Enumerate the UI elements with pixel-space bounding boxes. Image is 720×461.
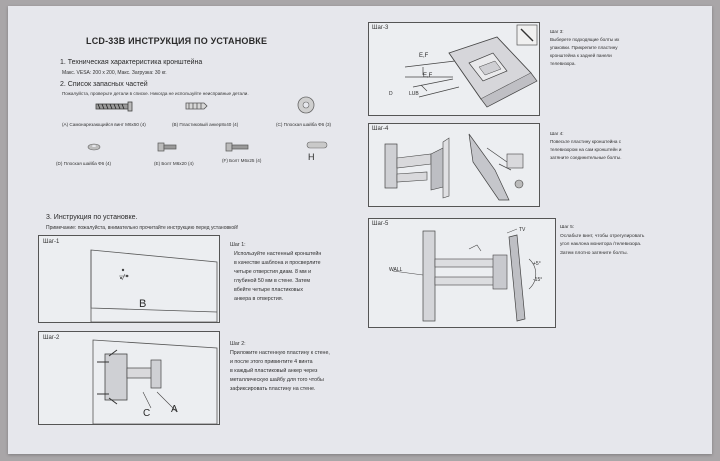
part-e-bolt-drawing <box>158 143 176 151</box>
step3-letter-d: D <box>389 91 393 97</box>
instruction-sheet <box>8 6 712 454</box>
part-b-label: (B) Пластиковый анкер8x40 (4) <box>172 122 239 127</box>
step1-figure <box>38 235 220 323</box>
step2-label: Шаг-2 <box>43 335 60 341</box>
step4-line: телевизором на сам кронштейн и <box>550 147 622 152</box>
step2-letter-a: A <box>171 404 178 415</box>
step2-drawing <box>39 332 219 424</box>
part-h-spacer-drawing <box>307 142 327 148</box>
step5-drawing <box>369 219 555 327</box>
step5-title: Шаг 5: <box>560 225 575 230</box>
step2-line: и после этого привинтите 4 винта <box>230 359 313 365</box>
step4-line: затяните соединительные болты. <box>550 155 622 160</box>
step4-figure <box>368 123 540 207</box>
step3-drawing <box>369 23 539 115</box>
step1-line: четыре отверстия диам. 8 мм и <box>234 269 312 275</box>
step3-title: Шаг 3: <box>550 29 564 34</box>
parts-note: Пожалуйста, проверьте детали в списке. Никогда не используйте неисправные детали. <box>62 91 249 96</box>
part-a-screw-drawing <box>96 102 132 111</box>
section1-heading: 1. Техническая характеристика кронштейна <box>60 59 203 66</box>
step1-line: в качестве шаблона и просверлите <box>234 260 321 266</box>
step3-letter-lub: LUB <box>409 91 419 97</box>
step3-figure <box>368 22 540 116</box>
step2-figure <box>38 331 220 425</box>
step5-text <box>560 224 644 258</box>
step1-letter-b: B <box>139 298 147 310</box>
part-c-label: (C) Плоская шайба Ф6 (3) <box>276 122 332 127</box>
step5-figure <box>368 218 556 328</box>
step1-line: вбейте четыре пластиковых <box>234 287 304 293</box>
part-e-label: (E) Болт M6x20 (4) <box>154 161 194 166</box>
step2-line: в каждый пластиковый анкер через <box>230 368 318 374</box>
step5-label-wall: WALL <box>389 267 403 273</box>
step4-text <box>550 130 622 162</box>
step3-line: кронштейна к задней панели <box>550 53 612 58</box>
step3-text <box>550 28 619 68</box>
step2-letter-c: C <box>143 408 151 419</box>
step3-line: телевизора. <box>550 61 576 66</box>
step5-line: угол наклона монитора /телевизора. <box>560 242 642 247</box>
step3-letter-ef-2: E,F <box>423 73 433 79</box>
step1-title: Шаг 1: <box>230 242 246 248</box>
doc-title: LCD-33B ИНСТРУКЦИЯ ПО УСТАНОВКЕ <box>86 36 268 46</box>
step5-label-tv: TV <box>519 227 526 233</box>
part-b-anchor-drawing <box>186 103 207 109</box>
step5-label-minus15: -15° <box>533 277 543 283</box>
step3-label: Шаг-3 <box>372 25 389 31</box>
section3-heading: 3. Инструкция по установке. <box>46 214 138 221</box>
step4-title: Шаг 4: <box>550 131 564 136</box>
step1-text <box>230 241 321 304</box>
step3-letter-ef-1: E,F <box>419 53 429 59</box>
step4-line: Повесьте пластину кронштейна с <box>550 139 621 144</box>
step2-line: металлическую шайбу для того чтобы <box>230 377 324 383</box>
step1-line: глубиной 50 мм в стене. Затем <box>234 278 311 284</box>
part-f-bolt-drawing <box>226 143 248 151</box>
part-a-label: (A) Самонарезающийся винт M6x50 (4) <box>62 122 146 127</box>
part-d-label: (D) Плоская шайба Ф6 (4) <box>56 161 112 166</box>
part-d-washer-drawing <box>88 144 100 150</box>
part-f-label: (F) Болт M6x25 (4) <box>222 158 262 163</box>
part-h-letter: H <box>308 152 315 162</box>
step1-line: анкера в отверстия. <box>234 296 284 302</box>
step3-line: Выберете подходящие болты их <box>550 37 620 42</box>
step5-label-plus5: +5° <box>533 261 541 267</box>
step5-label: Шаг-5 <box>372 221 389 227</box>
step5-line: Ослабьте винт, чтобы отрегулировать <box>560 233 645 239</box>
step2-title: Шаг 2: <box>230 341 246 347</box>
specs-text: Макс. VESA: 200 x 200, Макс. Загрузка: 30 кг. <box>62 70 167 76</box>
step1-label: Шаг-1 <box>43 239 60 245</box>
step2-line: Приложите настенную пластину к стене, <box>230 350 330 356</box>
step1-drawing <box>39 236 219 322</box>
install-note: Примечание: пожалуйста, внимательно прочитайте инструкцию перед установкой! <box>46 225 239 231</box>
part-c-washer-drawing <box>298 97 314 113</box>
step2-line: зафиксировать пластину на стене. <box>230 386 316 392</box>
step5-line: Затем плотно затяните болты. <box>560 250 628 256</box>
step3-line: упаковки. Прикрепите пластину <box>550 45 618 50</box>
step2-text <box>230 340 330 394</box>
step4-label: Шаг-4 <box>372 126 389 132</box>
section2-heading: 2. Список запасных частей <box>60 81 148 88</box>
step1-line: Используйте настенный кронштейн <box>234 251 322 257</box>
step4-drawing <box>369 124 539 206</box>
